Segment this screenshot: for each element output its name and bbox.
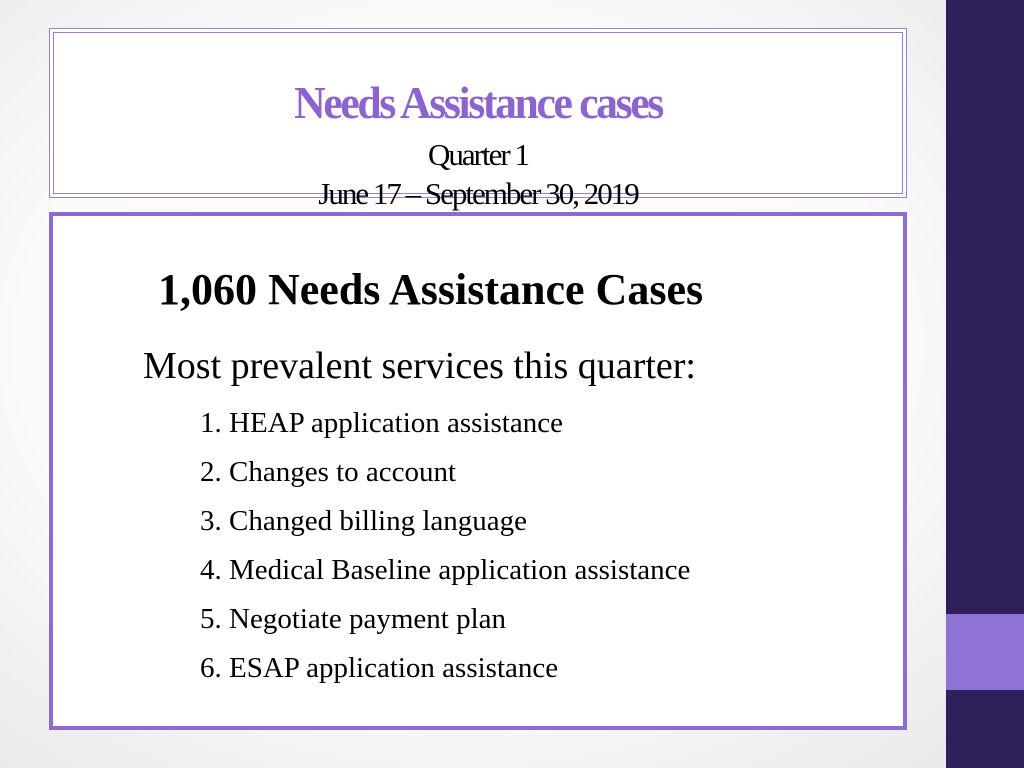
- slide-title: Needs Assistance cases: [294, 77, 662, 128]
- service-item-1: 1. HEAP application assistance: [200, 407, 563, 439]
- quarter-label: Quarter 1: [428, 137, 528, 172]
- service-item-6: 6. ESAP application assistance: [200, 652, 559, 684]
- decorative-sidebar-accent: [946, 614, 1024, 690]
- service-item-5: 5. Negotiate payment plan: [200, 603, 507, 635]
- title-box: [49, 28, 907, 211]
- case-count-heading: 1,060 Needs Assistance Cases: [158, 265, 704, 314]
- service-item-4: 4. Medical Baseline application assistance: [200, 554, 691, 586]
- date-range: June 17 – September 30, 2019: [318, 176, 638, 211]
- service-item-2: 2. Changes to account: [200, 456, 457, 488]
- services-intro: Most prevalent services this quarter:: [143, 345, 696, 387]
- service-item-3: 3. Changed billing language: [200, 505, 527, 537]
